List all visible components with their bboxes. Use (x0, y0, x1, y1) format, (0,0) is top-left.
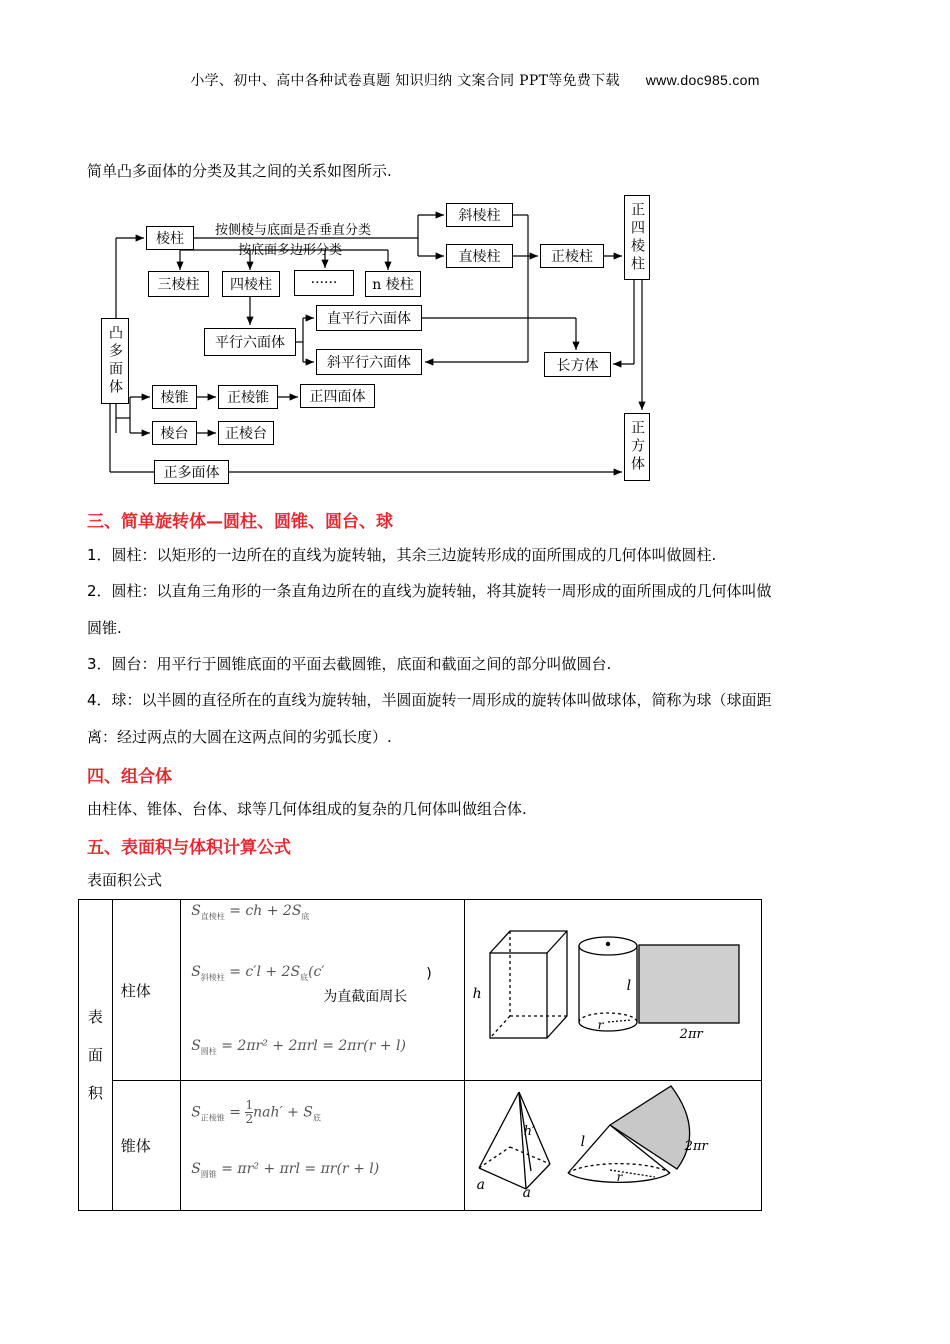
label-h-prime: h′ (523, 1124, 535, 1139)
box-frustum: 棱台 (152, 421, 197, 445)
section4-title: 四、组合体 (87, 767, 172, 787)
label-l: l (626, 978, 632, 994)
formula-oblique-prism: $S_{斜棱柱} = c'l + 2S_底(c'$ (191, 964, 325, 982)
section3-item4a: 4．球：以半圆的直径所在的直线为旋转轴，半圆面旋转一周形成的旋转体叫做球体，简称为球（球面距 (87, 691, 772, 709)
box-prism: 棱柱 (146, 226, 194, 250)
intro-text: 简单凸多面体的分类及其之间的关系如图所示. (87, 162, 392, 180)
formula-regular-pyramid: $S_{正棱锥}$ = $\frac{1}{2}$ $nah' + S_底$ (191, 1098, 321, 1126)
section5-title: 五、表面积与体积计算公式 (87, 838, 291, 858)
category-cell (79, 900, 113, 1211)
pyramid-cone-figure (465, 1081, 765, 1211)
section3-item4b: 离：经过两点的大圆在这两点间的劣弧长度）. (87, 728, 392, 746)
label-a1: a (476, 1177, 486, 1193)
label-h: h (472, 986, 482, 1002)
box-regular-frustum: 正棱台 (218, 421, 274, 445)
box-regular-prism: 正棱柱 (540, 244, 604, 268)
box-quadrangular-prism: 四棱柱 (222, 271, 280, 297)
header-url[interactable]: www.doc985.com (645, 72, 760, 88)
row-name-pyramid: 锥体 (112, 1081, 180, 1211)
formula-cone: $S_{圆锥} = \pi r^2 + \pi rl = \pi r(r + l)$ (191, 1161, 380, 1179)
label-a2: a (522, 1185, 532, 1201)
formula-right-prism: $S_{直棱柱}$ = ch + $2S_底$ (191, 903, 310, 921)
table-row-pyramid (79, 1081, 762, 1211)
box-regular-polyhedron: 正多面体 (154, 460, 229, 484)
box-triangular-prism: 三棱柱 (148, 271, 209, 297)
box-dots: ······ (294, 270, 354, 296)
label-base-polygon: 按底面多边形分类 (238, 243, 343, 258)
formula-note: 为直截面周长 (323, 989, 408, 1005)
label-cone-l: l (580, 1134, 586, 1150)
label-2pir: 2πr (679, 1027, 703, 1042)
header-text: 小学、初中、高中各种试卷真题 知识归纳 文案合同 PPT等免费下载 (190, 73, 620, 89)
section3-item2b: 圆锥. (87, 619, 122, 637)
box-oblique-parallelepiped: 斜平行六面体 (316, 349, 422, 375)
formula-cylinder: $S_{圆柱} = 2\pi r^2 + 2\pi rl = 2\pi r(r + l)$ (191, 1038, 406, 1056)
formula-cell-pyramid (181, 1081, 464, 1211)
box-right-parallelepiped: 直平行六面体 (316, 305, 422, 331)
label-cone-r: r (616, 1170, 623, 1184)
figure-cell-prism (464, 900, 761, 1081)
box-regular-tetrahedron: 正四面体 (300, 384, 375, 408)
section3-item2a: 2．圆柱：以直角三角形的一条直角边所在的直线为旋转轴，将其旋转一周形成的面所围成的几何体叫做 (87, 582, 772, 600)
label-r: r (597, 1018, 604, 1032)
box-pyramid: 棱锥 (152, 385, 197, 409)
formula-cell-prism (181, 900, 464, 1081)
figure-cell-pyramid (464, 1081, 761, 1211)
section3-item1: 1．圆柱：以矩形的一边所在的直线为旋转轴，其余三边旋转形成的面所围成的几何体叫做圆柱. (87, 546, 717, 564)
table-row-prism (79, 900, 762, 1081)
formula-close-paren: ) (426, 966, 432, 982)
box-regular-quad-prism: 正四棱柱 (624, 195, 650, 280)
section5-subtitle: 表面积公式 (87, 871, 163, 889)
box-parallelepiped: 平行六面体 (204, 328, 296, 356)
box-right-prism: 直棱柱 (446, 244, 513, 268)
section3-item3: 3．圆台：用平行于圆锥底面的平面去截圆锥，底面和截面之间的部分叫做圆台. (87, 655, 612, 673)
section4-text: 由柱体、锥体、台体、球等几何体组成的复杂的几何体叫做组合体. (87, 800, 527, 818)
category-char: 积 (87, 1084, 103, 1102)
label-cone-2pir: 2πr (684, 1139, 708, 1154)
box-convex-polyhedron: 凸多面体 (101, 318, 129, 404)
box-regular-pyramid: 正棱锥 (218, 385, 278, 409)
prism-cylinder-figure (465, 900, 765, 1081)
box-n-prism: n 棱柱 (365, 271, 421, 297)
row-name-prism: 柱体 (112, 900, 180, 1081)
box-cuboid: 长方体 (544, 352, 611, 377)
section3-title: 三、简单旋转体—圆柱、圆锥、圆台、球 (87, 512, 393, 532)
box-cube: 正方体 (624, 413, 650, 481)
box-oblique-prism: 斜棱柱 (446, 203, 513, 227)
surface-area-table (78, 899, 762, 1211)
category-char: 表 (87, 1008, 103, 1026)
label-lateral-edge: 按侧棱与底面是否垂直分类 (215, 223, 372, 238)
category-char: 面 (87, 1046, 103, 1064)
